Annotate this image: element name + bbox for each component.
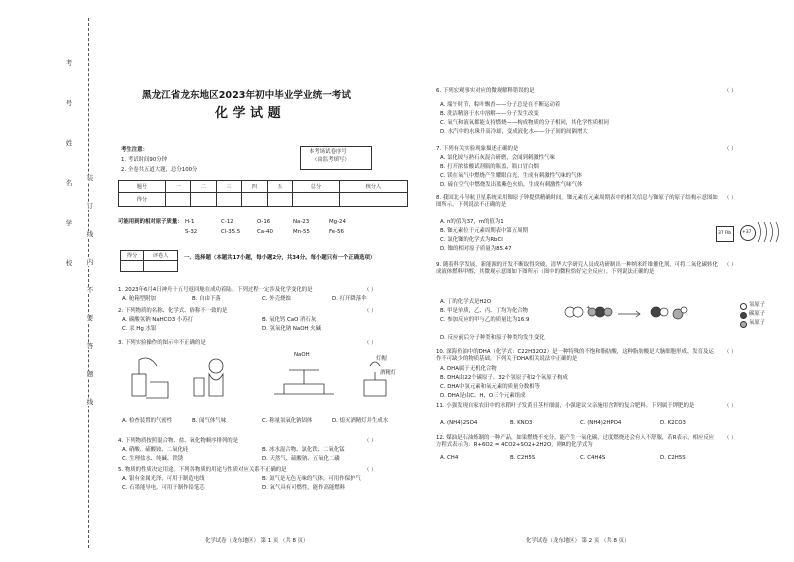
section1-title: 一、选择题（本题共17小题，每小题2分，共34分。每小题只有一个正确选项） bbox=[184, 255, 376, 261]
atomic-mass-entry: Mg-24 bbox=[329, 219, 346, 225]
question-stem: 8. 我国北斗导航卫星系统采用铷原子钟提供精确时间。铷元素在元素周期表中的相关信息与铷原子的原子结构示意图如图所示。下列说法不正确的是 bbox=[436, 195, 718, 208]
ticket-char: 名 bbox=[65, 179, 73, 187]
answer-option: B. 甲是单质，乙、丙、丁均为化合物 bbox=[440, 308, 528, 314]
answer-option: C. 氯化铷的化学式为RbCl bbox=[440, 237, 503, 243]
margin-char: 题 bbox=[86, 370, 94, 378]
answer-option: D. 熄灭酒精灯并生成水 bbox=[332, 418, 389, 424]
answer-option: C. C4H4S bbox=[580, 455, 606, 461]
score-cell bbox=[242, 193, 267, 207]
answer-paren: （ ） bbox=[364, 308, 377, 314]
q9-molecule-yi-c bbox=[595, 307, 605, 317]
score-row-label: 得分 bbox=[119, 193, 166, 207]
score-header-cell: 五 bbox=[267, 181, 292, 193]
notice-item-1: 1. 考试时间90分钟 bbox=[121, 157, 168, 163]
question-stem: 5. 物质的性质决定用途。下列各物质的用途与性质对应关系不正确的是 bbox=[118, 467, 287, 473]
score-header-cell: 一 bbox=[165, 181, 190, 193]
margin-char: 装 bbox=[86, 174, 94, 182]
legend-o-label: 氧原子 bbox=[749, 320, 766, 326]
exam-main-title: 黑龙江省龙东地区2023年初中毕业学业统一考试 bbox=[142, 90, 351, 101]
answer-option: C. 外壳烧蚀 bbox=[262, 296, 291, 302]
answer-option: D. 水汽中的水珠升高冷却，变成液化水——分子间的间隔增大 bbox=[440, 129, 588, 135]
q9-molecule-bing bbox=[651, 307, 661, 317]
answer-option: A. CH4 bbox=[440, 455, 459, 461]
rb-cell-text: 37 Rb bbox=[718, 231, 732, 236]
margin-char: 内 bbox=[86, 258, 94, 266]
fig-c-naoh-label: NaOH bbox=[294, 352, 310, 358]
fig-b-head bbox=[209, 359, 223, 373]
score-cell bbox=[267, 193, 292, 207]
margin-char: 线 bbox=[86, 230, 94, 238]
question-stem: 9. 随着科学发展，新能源的开发不断取得突破。清华大学研究人员成功研制出一种纳米纤维催化剂，可将二氧化碳转化成液体燃料甲醇，其微观示意图如下图所示（图中的微粒恰好完全反应）。下列说法正确的是 bbox=[436, 262, 718, 275]
binding-warning-column bbox=[86, 175, 98, 435]
answer-option: A. n的值为37，m的值为1 bbox=[440, 219, 504, 225]
seat-box-line-1: 本考场试卷序号 bbox=[309, 149, 347, 155]
answer-paren: （ ） bbox=[364, 340, 377, 346]
answer-option: A. 舱箱型附加 bbox=[122, 296, 156, 302]
experiment-svg bbox=[124, 352, 404, 404]
atomic-mass-entry: Mn-55 bbox=[293, 229, 310, 235]
answer-option: C. 汞 Hg 水银 bbox=[122, 326, 157, 332]
q9-molecule-ding-h bbox=[681, 307, 687, 313]
legend-o-icon bbox=[740, 321, 747, 328]
shell-1 bbox=[758, 222, 761, 242]
answer-option: B. 氮气是无色无味的气体，可用作保护气 bbox=[262, 476, 361, 482]
answer-option: B. 洗洁精溶于水中溶解——分子发生改变 bbox=[440, 111, 539, 117]
answer-option: A. 检查装置的气密性 bbox=[122, 418, 173, 424]
margin-char: 要 bbox=[86, 314, 94, 322]
answer-option: B. 氧化钙 CaO 消石灰 bbox=[262, 317, 317, 323]
answer-option: A. 硝酸、硫酸铵、二氧化硅 bbox=[122, 447, 189, 453]
answer-option: C. 石墨能导电，可用于制作铅笔芯 bbox=[122, 485, 205, 491]
ticket-char: 姓 bbox=[65, 139, 73, 147]
shell-2 bbox=[764, 222, 767, 242]
right-footer: 化学试卷（龙东地区） 第 2 页 （共 8 页） bbox=[526, 538, 630, 544]
answer-paren: （ ） bbox=[724, 262, 737, 268]
margin-char: 订 bbox=[86, 202, 94, 210]
rb-element-cell bbox=[716, 226, 734, 242]
q9-molecule-bing-h bbox=[660, 308, 668, 316]
fig-b-bottle bbox=[194, 378, 204, 396]
answer-option: B. C2H5S bbox=[510, 455, 536, 461]
notice-heading: 考生注意： bbox=[121, 147, 148, 153]
q9-molecule-yi-o bbox=[604, 308, 612, 316]
score-header-cell: 核分人 bbox=[339, 181, 407, 193]
score-header-cell: 四 bbox=[242, 181, 267, 193]
answer-option: B. DHA由22个碳原子、32个氢原子和2个氧原子构成 bbox=[440, 375, 568, 381]
ticket-char: 考 bbox=[65, 59, 73, 67]
mini-table-score: 得分 bbox=[121, 251, 144, 261]
answer-option: C. DHA中氢元素和氧元素的质量分数相等 bbox=[440, 384, 540, 390]
question-stem: 10. 深海鱼油中的DHA（化学式：C22H32O2）是一种特殊的不饱和脂肪酸，这种脂肪酸是大脑细胞形成、发育及运作不可缺少的物质基础。下列关于DHA相关说法中正确的是 bbox=[436, 349, 714, 362]
answer-paren: （ ） bbox=[724, 88, 737, 94]
q9-molecule-jia-h2 bbox=[573, 307, 583, 317]
shell-3 bbox=[770, 222, 773, 242]
atomic-mass-entry: Ca-40 bbox=[257, 229, 273, 235]
answer-option: D. K2CO3 bbox=[660, 420, 686, 426]
legend-c-label: 碳原子 bbox=[749, 311, 766, 317]
fig-c-balance bbox=[274, 370, 334, 394]
binding-info-column bbox=[65, 60, 79, 310]
atomic-mass-entry: S-32 bbox=[185, 229, 198, 235]
score-cell bbox=[216, 193, 241, 207]
question-stem: 1. 2023年6月4日神舟十五号返回舱在成功着陆。下列过程一定涉及化学变化的是 bbox=[118, 287, 313, 293]
answer-option: A. 端午时节，粽叶飘香——分子总是在不断运动着 bbox=[440, 102, 561, 108]
left-footer: 化学试卷（龙东地区） 第 1 页 （共 8 页） bbox=[205, 538, 309, 544]
exam-subject-title: 化 学 试 题 bbox=[215, 106, 281, 121]
atomic-mass-label: 可能用到的相对原子质量： bbox=[118, 219, 183, 225]
question-stem: 12. 煤油是石油炼制的一种产品，如果燃烧不充分，能产生一氧化碳，过度燃烧还会有人不舒服，若R表示，相应反应方程式表示为：R+6O2 = 4CO2+SO2+2H2O，则R的化学式为 bbox=[436, 435, 715, 448]
seat-box-line-2: （由监考填写） bbox=[312, 157, 350, 163]
answer-option: D. 硫在空气中燃烧发出蓝紫色火焰，生成有刺激性气味气体 bbox=[440, 182, 583, 188]
atomic-mass-entry: C-12 bbox=[221, 219, 234, 225]
answer-option: C. 氧气和液氧都能支持燃烧——构成物质的分子相同，其化学性质相同 bbox=[440, 120, 609, 126]
mini-table-grader: 评卷人 bbox=[144, 251, 178, 261]
rb-shells bbox=[754, 220, 782, 244]
rb-nucleus-label: +37 bbox=[742, 230, 752, 235]
answer-option: A. (NH4)2SO4 bbox=[440, 420, 478, 426]
legend-h-label: 氢原子 bbox=[749, 302, 766, 308]
legend-c-icon bbox=[740, 312, 747, 319]
ticket-char: 学 bbox=[65, 219, 73, 227]
answer-option: D. 反应前后分子种类和原子种类均发生变化 bbox=[440, 335, 545, 341]
answer-option: C. (NH4)2HPO4 bbox=[580, 420, 622, 426]
question-stem: 6. 下列宏观事实对应的微观解释错误的是 bbox=[436, 88, 535, 94]
atomic-mass-entry: Na-23 bbox=[293, 219, 310, 225]
answer-paren: （ ） bbox=[724, 403, 737, 409]
atomic-mass-entry: H-1 bbox=[185, 219, 195, 225]
answer-option: A. 银有金属光泽，可用于制造电线 bbox=[122, 476, 205, 482]
score-header-cell: 题号 bbox=[119, 181, 166, 193]
margin-char: 答 bbox=[86, 342, 94, 350]
answer-option: A. DHA属于无机化合物 bbox=[440, 366, 497, 372]
q9-molecule-diagram bbox=[560, 302, 690, 334]
answer-option: B. KNO3 bbox=[510, 420, 533, 426]
answer-paren: （ ） bbox=[724, 349, 737, 355]
answer-option: D. DHA是由C、H、O三个元素组成 bbox=[440, 393, 526, 399]
answer-option: B. 打开浓盐酸试剂瓶的瓶盖，瓶口冒白烟 bbox=[440, 164, 539, 170]
answer-option: D. 氧气具有可燃性，能作高能燃料 bbox=[262, 485, 346, 491]
answer-option: B. 冰水混合物、氯化铁、二氧化锰 bbox=[262, 447, 345, 453]
question-stem: 3. 下列实验操作的图示中不正确的是 bbox=[118, 340, 206, 346]
answer-option: C. 称量氢氧化钠固体 bbox=[262, 418, 313, 424]
answer-paren: （ ） bbox=[364, 287, 377, 293]
score-cell bbox=[191, 193, 216, 207]
answer-paren: （ ） bbox=[724, 435, 737, 441]
answer-option: C. 参加反应的甲与乙的质量比为16:9 bbox=[440, 317, 530, 323]
answer-option: A. 碳酸氢钠 NaHCO3 小苏打 bbox=[122, 317, 194, 323]
atomic-mass-entry: Fe-56 bbox=[329, 229, 344, 235]
fig-a-beaker bbox=[146, 382, 168, 398]
shell-4 bbox=[776, 222, 779, 242]
answer-option: D. C2H5S bbox=[660, 455, 686, 461]
seat-number-box bbox=[300, 146, 372, 170]
score-header-cell: 二 bbox=[191, 181, 216, 193]
score-table bbox=[118, 180, 408, 207]
q9-plus: + bbox=[586, 305, 591, 311]
fig-d-cap-label: 灯帽 bbox=[376, 356, 387, 362]
score-cell bbox=[165, 193, 190, 207]
score-header-cell: 三 bbox=[216, 181, 241, 193]
margin-char: 线 bbox=[86, 398, 94, 406]
fig-a-tube bbox=[132, 374, 146, 396]
ticket-char: 号 bbox=[65, 99, 73, 107]
answer-paren: （ ） bbox=[364, 438, 377, 444]
answer-option: D. 天然气、硫酸钠、五氧化二磷 bbox=[262, 456, 340, 462]
section1-mini-table bbox=[120, 250, 178, 272]
question-stem: 4. 下列物质按照混合物、盐、氧化物顺序排列的是 bbox=[118, 438, 239, 444]
fig-d-lamp-label: 酒精灯 bbox=[380, 370, 397, 376]
experiment-figures bbox=[124, 352, 404, 404]
question-stem: 7. 下列有关实验现象描述正确的是 bbox=[436, 146, 519, 152]
notice-item-2: 2. 全卷共五道大题，总分100分 bbox=[121, 167, 198, 173]
answer-option: B. 自由下落 bbox=[192, 296, 221, 302]
answer-option: D. 氢氧化钠 NaOH 火碱 bbox=[262, 326, 321, 332]
fig-a-hand bbox=[139, 358, 157, 374]
score-cell bbox=[339, 193, 407, 207]
answer-option: A. 丁的化学式是H2O bbox=[440, 299, 492, 305]
answer-option: A. 氯化铵与熟石灰混合研磨，会闻到刺激性气味 bbox=[440, 155, 555, 161]
answer-option: B. 闻气体气味 bbox=[192, 418, 227, 424]
ticket-char: 校 bbox=[65, 259, 73, 267]
answer-option: C. 生理盐水、纯碱、铁锈 bbox=[122, 456, 184, 462]
atomic-mass-entry: Cl-35.5 bbox=[221, 229, 241, 235]
question-stem: 11. 小强发现自家农田中的水稻叶子发黄且茎杆细弱，小强建议父亲施用含钾的复合肥料。下列属于钾肥的是 bbox=[436, 403, 695, 409]
answer-option: C. 镁在氧气中燃烧产生耀眼白光，生成有刺激性气味的气体 bbox=[440, 173, 582, 179]
question-stem: 2. 下列物质的名称、化学式、俗称不一致的是 bbox=[118, 308, 228, 314]
answer-option: D. 打开降落伞 bbox=[332, 296, 367, 302]
score-cell bbox=[293, 193, 340, 207]
score-header-cell: 总分 bbox=[293, 181, 340, 193]
fig-b-body bbox=[209, 374, 223, 396]
margin-char: 不 bbox=[86, 286, 94, 294]
atomic-mass-entry: O-16 bbox=[257, 219, 271, 225]
legend-h-icon bbox=[740, 303, 747, 310]
answer-paren: （ ） bbox=[724, 146, 737, 152]
answer-paren: （ ） bbox=[724, 195, 737, 201]
answer-paren: （ ） bbox=[364, 467, 377, 473]
answer-option: B. 铷元素位于元素周期表中第五周期 bbox=[440, 228, 528, 234]
answer-option: D. 铷的相对原子质量为85.47 bbox=[440, 246, 512, 252]
